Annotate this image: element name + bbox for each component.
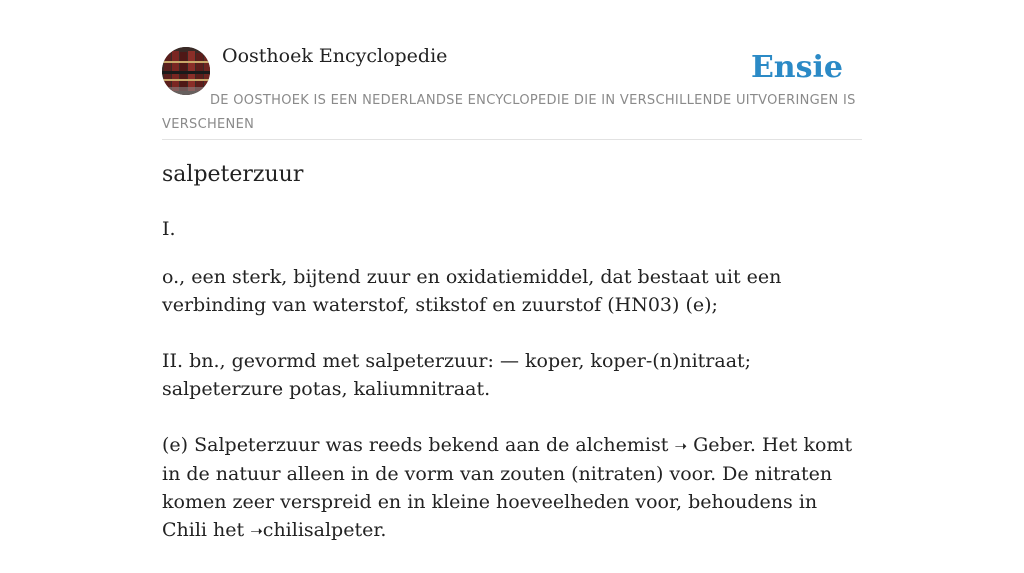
paragraph-text: . Het komt in de natuur alleen in de vorm van zouten (nitraten) voor. De nitraten komen zeer verspreid en in kleine hoeveelheden voor, behoudens in Chili het [162,434,853,541]
section-number: I. [162,218,176,240]
source-avatar[interactable] [162,47,210,95]
page-container [162,0,862,541]
paragraph-text: (e) Salpeterzuur was reeds bekend aan de alchemist [162,434,669,456]
chilisalpeter-link[interactable] [250,519,380,541]
article-body [162,263,862,573]
ensie-logo-link[interactable]: Ensie [750,50,843,85]
encyclopedia-books-icon [162,47,210,95]
arrow-right-icon: ➝ [674,437,688,455]
adjective-paragraph: II. bn., gevormd met salpeterzuur: — koper, koper-(n)nitraat; salpeterzure potas, kaliumnitraat. [162,350,752,400]
paragraph-text: . [380,519,387,541]
definition-paragraph: o., een sterk, bijtend zuur en oxidatiemiddel, dat bestaat uit een verbinding van waterstof, stikstof en zuurstof (HN03) (e); [162,266,782,316]
source-header [162,0,862,140]
geber-link-label: Geber [693,434,750,456]
article-title: salpeterzuur [162,162,304,187]
source-name-link[interactable]: Oosthoek Encyclopedie [222,45,448,67]
source-description: DE OOSTHOEK IS EEN NEDERLANDSE ENCYCLOPEDIE DIE IN VERSCHILLENDE UITVOERINGEN IS VERSCHENEN [162,93,856,132]
chilisalpeter-link-label: chilisalpeter [262,519,381,541]
geber-link[interactable] [674,434,749,456]
arrow-right-icon: ➝ [250,522,263,540]
etymology-paragraph [162,431,862,545]
